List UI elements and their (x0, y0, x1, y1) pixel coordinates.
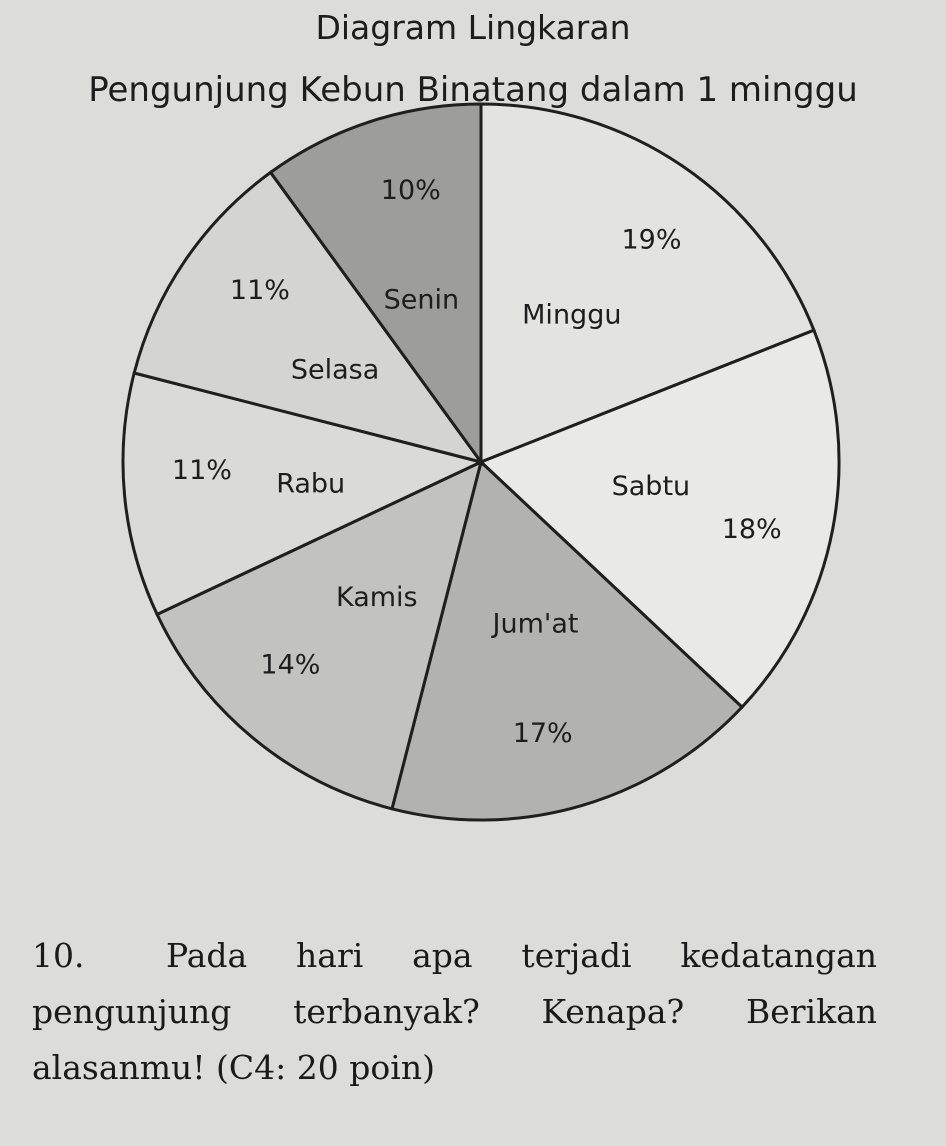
chart-subtitle: Pengunjung Kebun Binatang dalam 1 minggu (88, 70, 858, 110)
question-number: 10. (32, 936, 85, 975)
pie-label-sabtu: Sabtu (611, 470, 691, 502)
pie-value-minggu: 19% (621, 224, 682, 256)
pie-label-senin: Senin (383, 284, 460, 316)
pie-label-jumat: Jum'at (492, 608, 579, 640)
question-text: Pada hari apa terjadi kedatangan pengunjung terbanyak? Kenapa? Berikan alasanmu! (C4: 20 poin) (32, 936, 877, 1087)
question-10 (32, 928, 877, 1096)
pie-value-selasa: 11% (229, 275, 290, 306)
pie-label-kamis: Kamis (335, 582, 418, 614)
pie-label-rabu: Rabu (276, 468, 346, 500)
pie-value-rabu: 11% (171, 455, 232, 487)
pie-label-minggu: Minggu (522, 299, 622, 331)
pie-value-sabtu: 18% (721, 514, 782, 546)
chart-title: Diagram Lingkaran (315, 8, 631, 47)
pie-value-senin: 10% (380, 175, 441, 207)
pie-value-kamis: 14% (260, 649, 321, 681)
pie-value-jumat: 17% (512, 717, 573, 749)
pie-label-selasa: Selasa (290, 354, 380, 386)
